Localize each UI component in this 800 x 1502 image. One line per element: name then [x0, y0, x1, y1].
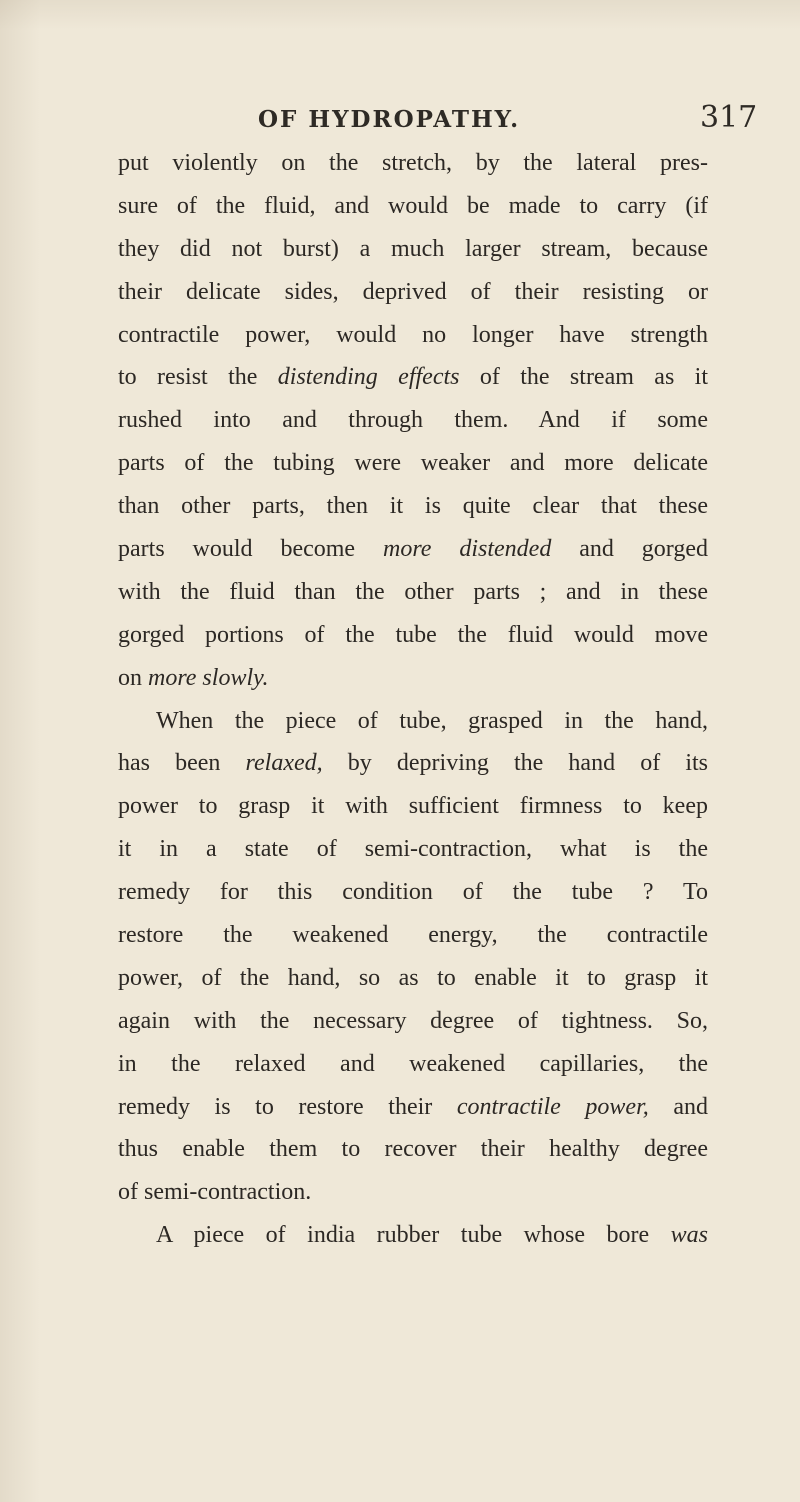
page-number: 317 [700, 100, 758, 135]
text-line [118, 356, 708, 399]
text-line [118, 571, 708, 614]
text-line [118, 1000, 708, 1043]
text-segment: parts of the tubing were weaker and more delicate [118, 450, 708, 477]
text-line [118, 399, 708, 442]
text-segment: parts would become [118, 536, 383, 563]
body-text [118, 142, 708, 1257]
text-line [118, 614, 708, 657]
text-segment: remedy for this condition of the tube ? To [118, 879, 708, 906]
text-line [118, 785, 708, 828]
text-segment: they did not burst) a much larger stream, because [118, 235, 708, 262]
text-line [118, 657, 708, 700]
text-segment: When the piece of tube, grasped in the hand, [156, 707, 708, 734]
text-segment: A piece of india rubber tube whose bore [156, 1222, 671, 1249]
text-segment: by depriving the hand of its [322, 750, 708, 777]
text-segment: gorged portions of the tube the fluid would move [118, 621, 708, 648]
text-segment: than other parts, then it is quite clear that these [118, 493, 708, 520]
text-segment: power, of the hand, so as to enable it to grasp it [118, 964, 708, 991]
text-line [118, 185, 708, 228]
text-line [118, 742, 708, 785]
text-line [118, 228, 708, 271]
text-segment: of semi-contraction. [118, 1179, 312, 1206]
text-line [118, 142, 708, 185]
text-segment: power to grasp it with sufficient firmness to keep [118, 793, 708, 820]
text-segment: thus enable them to recover their healthy degree [118, 1136, 708, 1163]
text-segment: in the relaxed and weakened capillaries, the [118, 1050, 708, 1077]
text-line [118, 1128, 708, 1171]
text-segment: of the stream as it [459, 364, 708, 391]
text-segment: and gorged [551, 536, 708, 563]
italic-text: more distended [383, 536, 552, 563]
italic-text: distending effects [277, 364, 460, 391]
text-segment: with the fluid than the other parts ; and in these [118, 578, 708, 605]
text-line [118, 957, 708, 1000]
text-segment: restore the weakened energy, the contractile [118, 922, 708, 949]
text-segment: on [118, 664, 148, 691]
text-segment: it in a state of semi-contraction, what is the [118, 836, 708, 863]
text-line [118, 828, 708, 871]
text-segment: rushed into and through them. And if some [118, 407, 708, 434]
text-line [118, 271, 708, 314]
text-line [118, 914, 708, 957]
text-line [118, 1214, 708, 1257]
page-header [0, 100, 800, 140]
italic-text: was [670, 1222, 708, 1249]
running-title: OF HYDROPATHY. [258, 106, 521, 133]
text-segment: contractile power, would no longer have strength [118, 321, 708, 348]
text-segment: and [648, 1093, 708, 1120]
text-line [118, 871, 708, 914]
text-segment: to resist the [118, 364, 278, 391]
text-segment: remedy is to restore their [118, 1093, 457, 1120]
text-segment: again with the necessary degree of tightness. So, [118, 1007, 708, 1034]
text-segment: their delicate sides, deprived of their resisting or [118, 278, 708, 305]
text-line [118, 700, 708, 743]
text-line [118, 314, 708, 357]
text-line [118, 442, 708, 485]
text-segment: sure of the fluid, and would be made to carry (if [118, 192, 708, 219]
italic-text: relaxed, [245, 750, 323, 777]
italic-text: contractile power, [456, 1093, 649, 1120]
text-segment: has been [118, 750, 246, 777]
text-line [118, 528, 708, 571]
text-line [118, 1171, 708, 1214]
text-line [118, 1086, 708, 1129]
text-line [118, 1043, 708, 1086]
italic-text: more slowly. [148, 664, 269, 691]
text-segment: put violently on the stretch, by the lateral pres- [118, 150, 708, 176]
text-line [118, 485, 708, 528]
